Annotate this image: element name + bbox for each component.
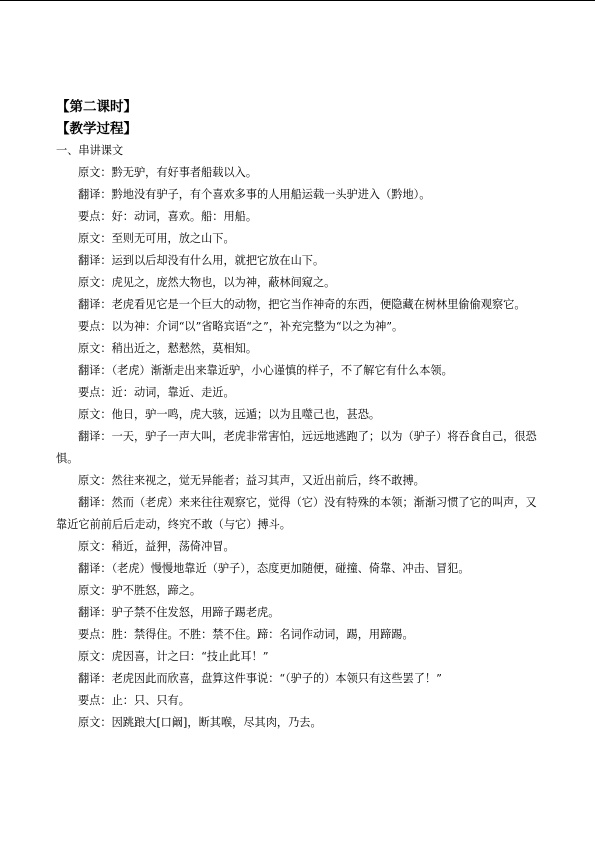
paragraph: 原文：虎见之，庞然大物也，以为神，蔽林间窥之。 bbox=[78, 276, 336, 289]
paragraph: 原文：稍出近之，慭慭然，莫相知。 bbox=[78, 342, 258, 355]
paragraph-list bbox=[56, 140, 540, 734]
section-title: 一、串讲课文 bbox=[56, 144, 124, 157]
top-border-line bbox=[0, 0, 595, 1]
paragraph: 翻译：老虎看见它是一个巨大的动物，把它当作神奇的东西，便隐藏在树林里偷偷观察它。 bbox=[78, 298, 526, 311]
paragraph: 要点：近：动词，靠近、走近。 bbox=[78, 386, 235, 399]
paragraph: 要点：好：动词，喜欢。船：用船。 bbox=[78, 210, 258, 223]
paragraph: 翻译：（老虎）慢慢地靠近（驴子），态度更加随便，碰撞、倚靠、冲击、冒犯。 bbox=[78, 562, 470, 575]
paragraph: 原文：驴不胜怒，蹄之。 bbox=[78, 584, 202, 597]
paragraph: 翻译：黔地没有驴子，有个喜欢多事的人用船运载一头驴进入（黔地）。 bbox=[78, 188, 431, 201]
paragraph: 翻译：（老虎）渐渐走出来靠近驴，小心谨慎的样子，不了解它有什么本领。 bbox=[78, 364, 453, 377]
paragraph: 原文：他日，驴一鸣，虎大骇，远遁；以为且噬己也，甚恐。 bbox=[78, 408, 381, 421]
heading-lesson-two: 【第二课时】 bbox=[56, 99, 137, 115]
paragraph: 要点：胜：禁得住。不胜：禁不住。蹄：名词作动词，踢，用蹄踢。 bbox=[78, 628, 414, 641]
paragraph: 翻译：老虎因此而欣喜，盘算这件事说：“（驴子的）本领只有这些罢了！” bbox=[78, 672, 442, 685]
paragraph: 原文：虎因喜，计之曰：“技止此耳！” bbox=[78, 650, 269, 663]
paragraph: 原文：因跳踉大[口阚]，断其喉，尽其肉，乃去。 bbox=[78, 716, 322, 729]
paragraph: 翻译：运到以后却没有什么用，就把它放在山下。 bbox=[78, 254, 325, 267]
paragraph: 原文：然往来视之，觉无异能者；益习其声，又近出前后，终不敢搏。 bbox=[78, 474, 425, 487]
paragraph: 原文：黔无驴，有好事者船载以入。 bbox=[78, 166, 258, 179]
heading-teaching-process: 【教学过程】 bbox=[56, 121, 137, 137]
paragraph: 翻译：然而（老虎）来来往往观察它，觉得（它）没有特殊的本领；渐渐习惯了它的叫声，又靠近它前前后后走动，终究不敢（与它）搏斗。 bbox=[56, 496, 537, 531]
paragraph: 原文：至则无可用，放之山下。 bbox=[78, 232, 235, 245]
document-body bbox=[56, 96, 540, 734]
paragraph: 原文：稍近，益狎，荡倚冲冒。 bbox=[78, 540, 235, 553]
paragraph: 要点：止：只、只有。 bbox=[78, 694, 190, 707]
paragraph: 翻译：驴子禁不住发怒，用蹄子踢老虎。 bbox=[78, 606, 280, 619]
paragraph: 要点：以为神：介词“以”省略宾语“之”，补充完整为“以之为神”。 bbox=[78, 320, 404, 333]
paragraph: 翻译：一天，驴子一声大叫，老虎非常害怕，远远地逃跑了；以为（驴子）将吞食自己，很恐惧。 bbox=[56, 430, 537, 465]
